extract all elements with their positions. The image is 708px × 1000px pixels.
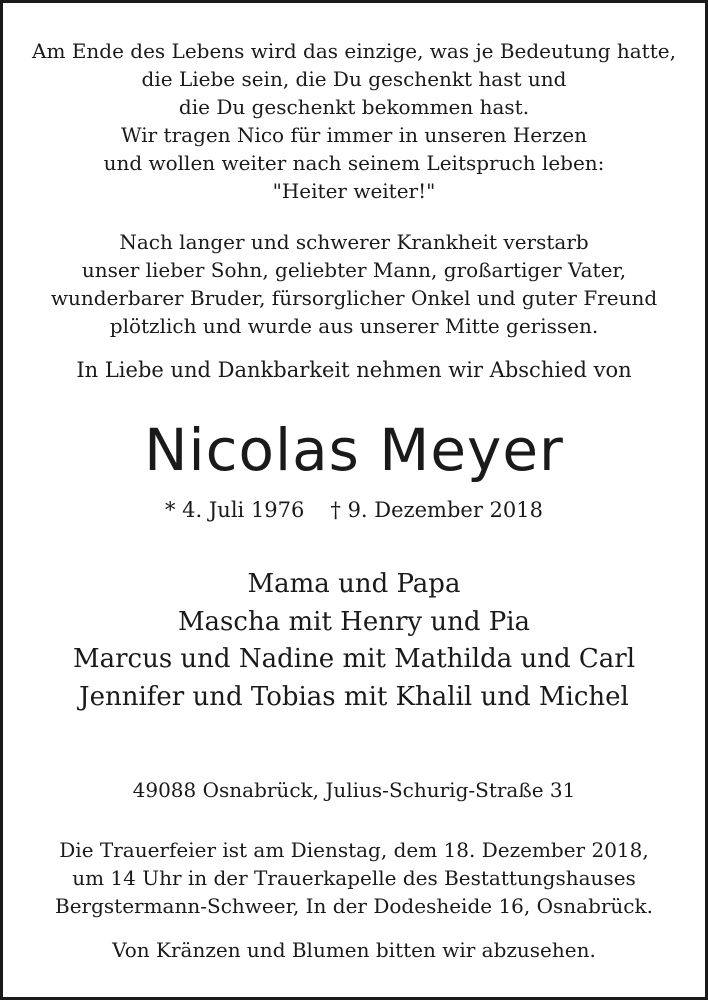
announcement-line: plötzlich und wurde aus unserer Mitte gerissen. [109,314,599,338]
flowers-request: Von Kränzen und Blumen bitten wir abzusehen. [112,938,596,962]
funeral-service-info [3,836,705,920]
mourners-list [3,566,705,716]
poem-line: die Liebe sein, die Du geschenkt hast und [141,67,567,91]
poem-line: Wir tragen Nico für immer in unseren Herzen [121,123,587,147]
announcement-line: unser lieber Sohn, geliebter Mann, großartiger Vater, [81,258,627,282]
life-dates [3,496,705,524]
poem-line: "Heiter weiter!" [272,179,436,203]
service-line: Bergstermann-Schweer, In der Dodesheide 16, Osnabrück. [55,894,653,918]
mourner-line: Jennifer und Tobias mit Khalil und Michel [79,681,629,712]
mourner-line: Marcus und Nadine mit Mathilda und Carl [72,644,636,674]
memorial-poem [3,37,705,205]
family-address: 49088 Osnabrück, Julius-Schurig-Straße 31 [132,778,576,802]
poem-line: die Du geschenkt bekommen hast. [178,95,530,119]
announcement-line: wunderbarer Bruder, fürsorglicher Onkel und guter Freund [50,286,658,310]
death-announcement [3,228,705,340]
deceased-name: Nicolas Meyer [144,416,564,484]
mourner-line: Mascha mit Henry und Pia [177,606,531,637]
death-date: † 9. Dezember 2018 [330,498,543,522]
poem-line: Am Ende des Lebens wird das einzige, was je Bedeutung hatte, [32,39,676,63]
service-line: um 14 Uhr in der Trauerkapelle des Bestattungshauses [72,866,636,890]
farewell-line: In Liebe und Dankbarkeit nehmen wir Abschied von [76,358,632,382]
poem-line: und wollen weiter nach seinem Leitspruch leben: [103,151,605,175]
announcement-line: Nach langer und schwerer Krankheit verstarb [119,230,589,254]
birth-date: * 4. Juli 1976 [165,498,305,522]
service-line: Die Trauerfeier ist am Dienstag, dem 18. Dezember 2018, [59,838,649,862]
mourner-line: Mama und Papa [247,569,461,599]
